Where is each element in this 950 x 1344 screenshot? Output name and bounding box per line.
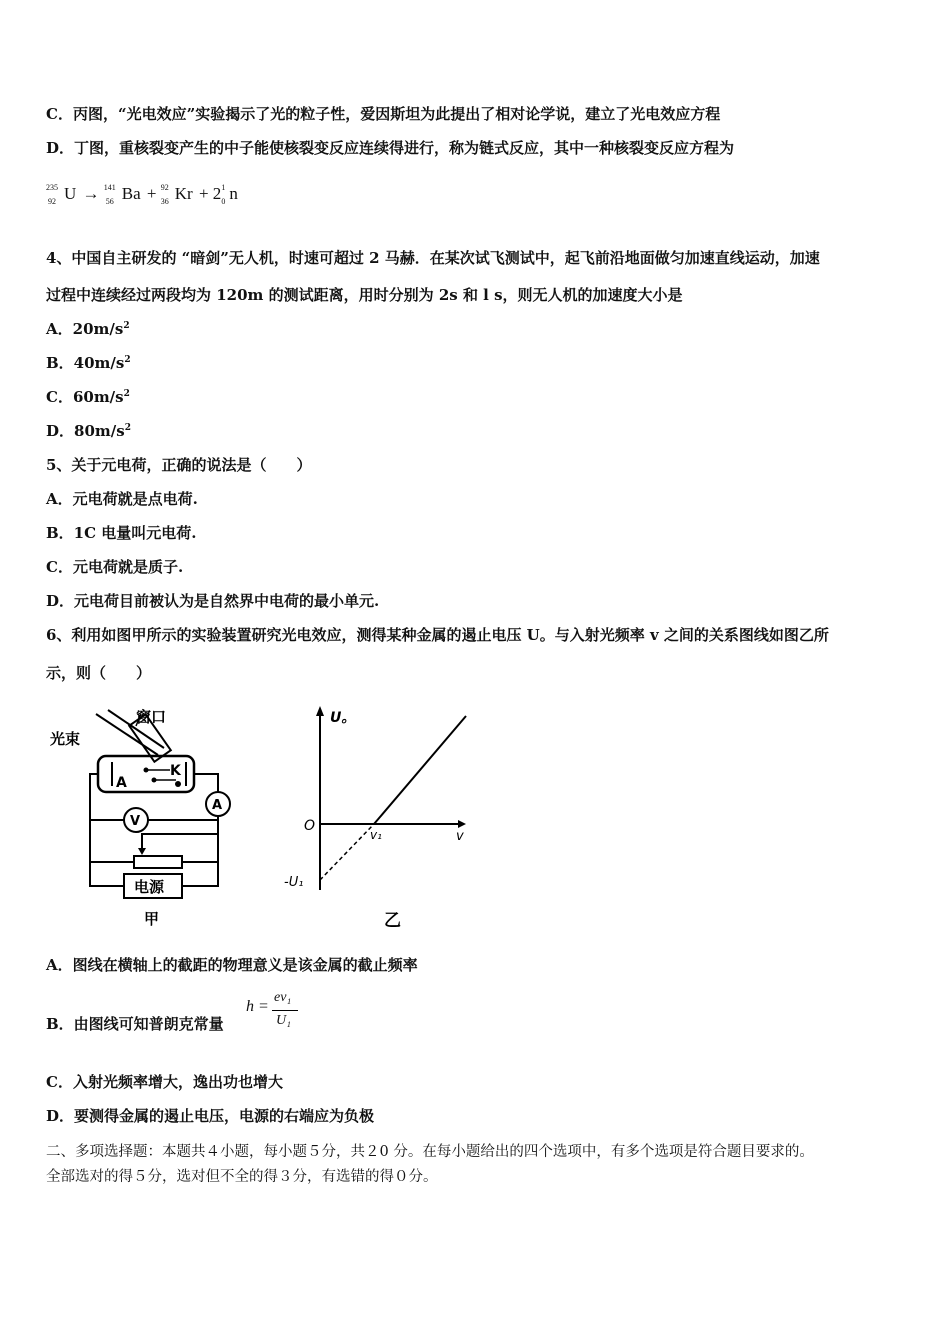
q4-option-c: C．$60m/s^2$ [46,388,130,406]
x-intercept-label: v₁ [370,828,382,842]
wire-right-top [194,774,218,792]
planck-formula-denominator: U₁ [276,1013,291,1028]
wire-right [178,816,218,886]
data-line-solid [374,716,466,824]
q5-option-a: A．元电荷就是点电荷. [46,490,198,508]
figure-yi-caption: 乙 [384,911,401,931]
origin-label: O [304,818,316,834]
y-intercept-label: -U₁ [284,875,304,890]
q3-option-c: C．丙图，“光电效应”实验揭示了光的粒子性，爱因斯坦为此提出了相对论学说，建立了光电效应方程 [46,105,721,123]
wire-slider [142,834,218,850]
planck-formula-lhs: h = [246,998,269,1015]
q3-option-d: D．丁图，重核裂变产生的中子能使核裂变反应连续得进行，称为链式反应，其中一种核裂变反应方程为 [46,139,735,157]
figure-jia-caption: 甲 [144,910,160,928]
q6-option-d: D．要测得金属的遏止电压，电源的右端应为负极 [46,1107,375,1125]
q5-option-b: B．1C 电量叫元电荷. [46,524,197,542]
q5-stem: 5、关于元电荷，正确的说法是（ ） [46,456,312,474]
x-axis-label: v [456,829,464,844]
planck-formula [246,990,306,1036]
q5-option-c: C．元电荷就是质子. [46,558,184,576]
q4-stem-line1: 4、中国自主研发的 “暗剑”无人机，时速可超过 2 马赫．在某次试飞测试中，起飞前沿地面做匀加速直线运动，加速 [46,249,820,267]
light-beam-label: 光束 [50,730,81,748]
q6-stem-line1: 6、利用如图甲所示的实验装置研究光电效应，测得某种金属的遏止电压 U。与入射光频率 v 之间的关系图线如图乙所 [46,626,829,644]
figure-graph-yi [280,700,480,932]
q5-option-d: D．元电荷目前被认为是自然界中电荷的最小单元. [46,592,380,610]
ammeter-label: A [212,798,223,813]
window-label: 窗口 [136,708,167,726]
voltmeter-label: V [130,814,141,829]
q4-option-d: D．$80m/s^2$ [46,422,131,440]
q6-option-a: A．图线在横轴上的截距的物理意义是该金属的截止频率 [46,956,418,974]
q4-option-a: A．$20m/s^2$ [46,320,130,338]
cathode-label: K [170,763,181,779]
q4-stem-line2: 过程中连续经过两段均为 120m 的测试距离，用时分别为 2s 和 l s，则无人机的加速度大小是 [46,286,683,304]
x-axis-arrow [458,820,466,828]
section2-instructions-line1: 二、多项选择题：本题共４小题，每小题５分，共２0 分。在每小题给出的四个选项中，有多个选项是符合题目要求的。 [46,1144,814,1160]
q6-option-b: B．由图线可知普朗克常量 [46,1015,224,1033]
q4-option-b: B．$40m/s^2$ [46,354,131,372]
section2-instructions-line2: 全部选对的得５分，选对但不全的得３分，有选错的得０分。 [46,1169,438,1185]
fission-equation: 235 92 U → 141 56 Ba + 92 36 Kr + 2 1 0 n [46,183,238,206]
power-supply-label: 电源 [134,878,165,896]
anode-label: A [116,775,127,791]
planck-formula-bar [272,1010,298,1011]
slider-arrow [138,848,146,855]
q6-option-c: C．入射光频率增大，逸出功也增大 [46,1073,283,1091]
y-axis-label: U。 [330,710,356,726]
planck-formula-numerator: ev₁ [274,990,292,1005]
electron-dot [175,781,181,787]
figure-circuit-jia [46,700,256,932]
y-axis-arrow [316,706,324,716]
rheostat [134,856,182,868]
data-line-dashed [320,824,374,880]
q6-stem-line2: 示，则（ ） [46,664,152,682]
